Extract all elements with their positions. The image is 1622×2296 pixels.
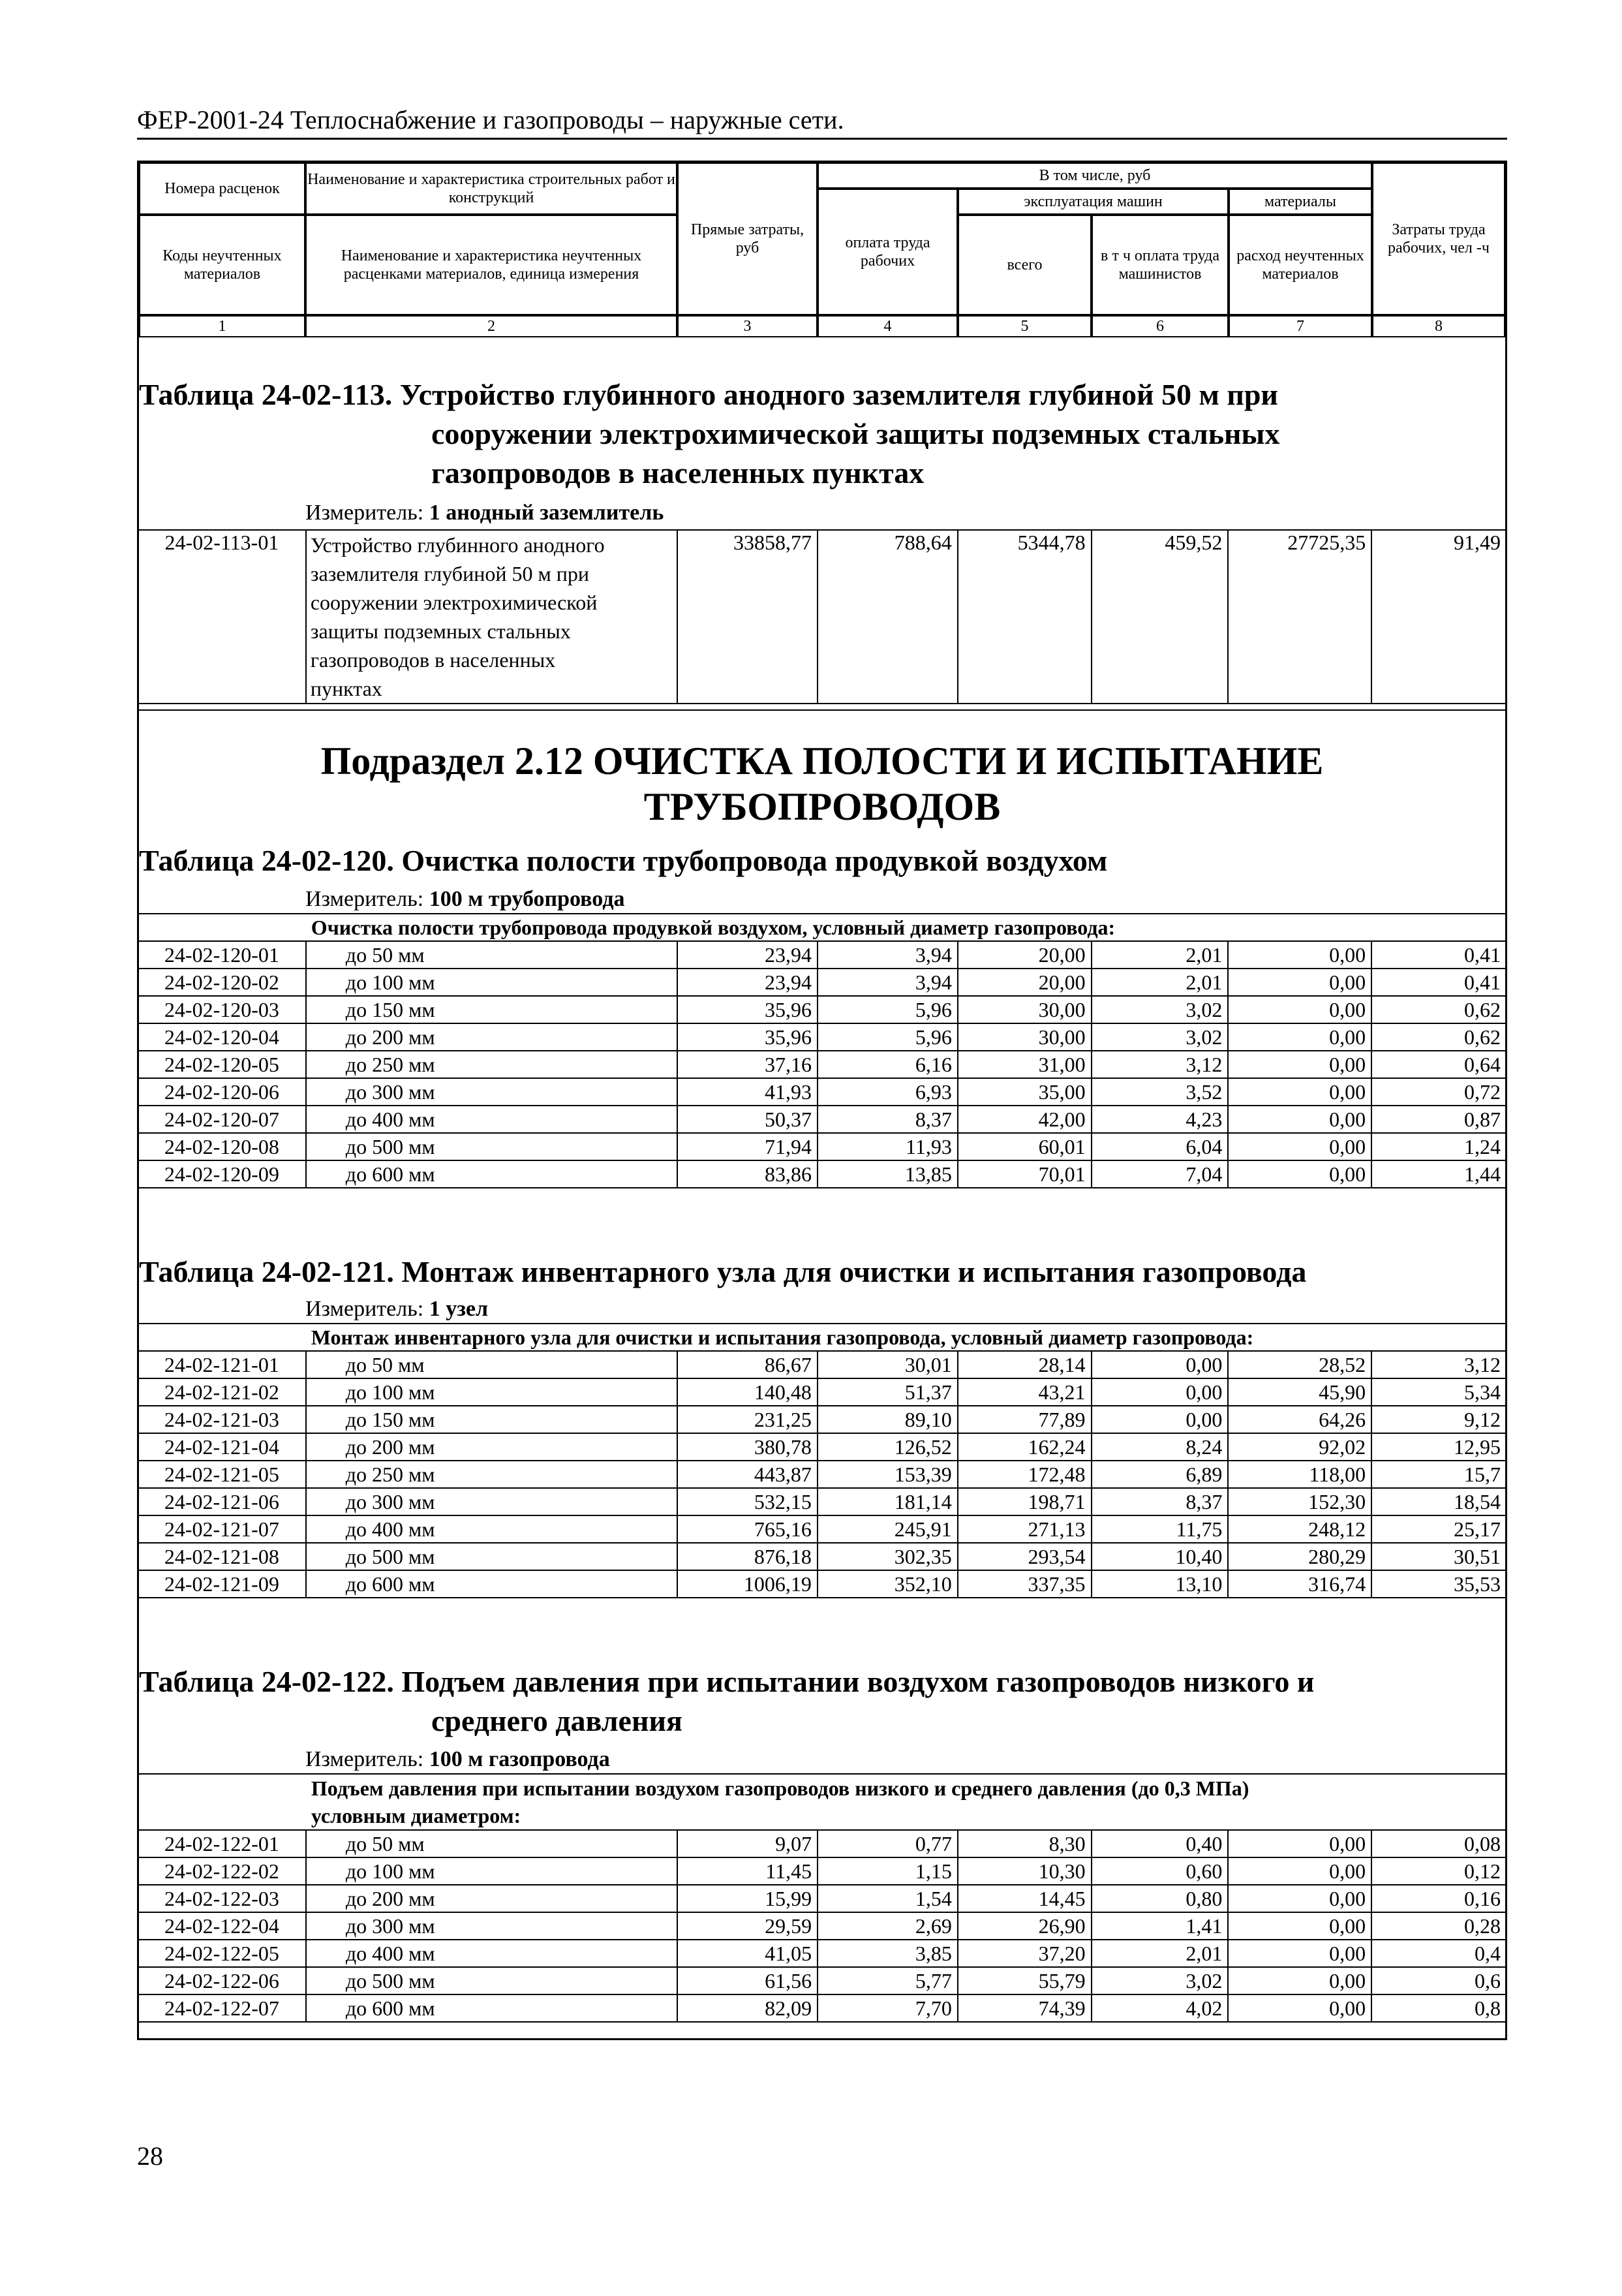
direct-costs: 35,96 xyxy=(677,1023,818,1051)
materials: 0,00 xyxy=(1228,1078,1371,1106)
labor-pay: 352,10 xyxy=(818,1570,958,1598)
table-row xyxy=(138,1078,1507,1106)
work-name: до 500 мм xyxy=(306,1967,677,1994)
direct-costs: 532,15 xyxy=(677,1488,818,1515)
table-row xyxy=(138,996,1507,1023)
work-name: до 50 мм xyxy=(306,1830,677,1857)
labor-pay: 5,77 xyxy=(818,1967,958,1994)
machines-total: 198,71 xyxy=(958,1488,1092,1515)
direct-costs: 380,78 xyxy=(677,1433,818,1461)
machines-total: 77,89 xyxy=(958,1406,1092,1433)
labor-hours: 0,16 xyxy=(1371,1885,1507,1912)
machines-total: 31,00 xyxy=(958,1051,1092,1078)
work-name: до 250 мм xyxy=(306,1461,677,1488)
work-name: до 300 мм xyxy=(306,1488,677,1515)
table-120-meter xyxy=(305,887,625,912)
rate-code: 24-02-120-08 xyxy=(138,1133,306,1160)
col-num: 2 xyxy=(305,315,677,337)
machinists-pay: 3,02 xyxy=(1092,996,1229,1023)
table-subhead-row xyxy=(138,1324,1507,1351)
materials: 0,00 xyxy=(1228,1912,1371,1940)
labor-hours: 0,4 xyxy=(1371,1940,1507,1967)
direct-costs: 765,16 xyxy=(677,1515,818,1543)
materials: 0,00 xyxy=(1228,1830,1371,1857)
table-row xyxy=(138,1885,1507,1912)
table-row xyxy=(138,1023,1507,1051)
materials: 248,12 xyxy=(1228,1515,1371,1543)
direct-costs: 23,94 xyxy=(677,941,818,969)
labor-hours: 15,7 xyxy=(1371,1461,1507,1488)
machinists-pay: 0,80 xyxy=(1092,1885,1229,1912)
table-122-title-line1: Таблица 24-02-122. Подъем давления при испытании воздухом газопроводов низкого и xyxy=(139,1665,1315,1698)
work-name: до 200 мм xyxy=(306,1023,677,1051)
machines-total: 35,00 xyxy=(958,1078,1092,1106)
labor-hours: 0,62 xyxy=(1371,1023,1507,1051)
work-name: до 300 мм xyxy=(306,1912,677,1940)
table-122 xyxy=(137,1773,1507,2023)
machinists-pay: 3,12 xyxy=(1092,1051,1229,1078)
machinists-pay: 2,01 xyxy=(1092,1940,1229,1967)
materials: 0,00 xyxy=(1228,1160,1371,1188)
incl-header: В том числе, руб xyxy=(818,163,1372,189)
materials: 316,74 xyxy=(1228,1570,1371,1598)
work-name: до 400 мм xyxy=(306,1515,677,1543)
work-name: до 500 мм xyxy=(306,1543,677,1570)
labor-pay: 51,37 xyxy=(818,1378,958,1406)
direct-costs: 443,87 xyxy=(677,1461,818,1488)
table-row xyxy=(138,1994,1507,2022)
table-122-title xyxy=(139,1662,1503,1741)
col1-top: Номера расценок xyxy=(139,163,305,215)
machinists-pay: 3,02 xyxy=(1092,1967,1229,1994)
materials: 0,00 xyxy=(1228,1051,1371,1078)
machines-total: 43,21 xyxy=(958,1378,1092,1406)
table-121-meter xyxy=(305,1297,488,1322)
materials-header: материалы xyxy=(1229,189,1372,215)
labor-hours: 18,54 xyxy=(1371,1488,1507,1515)
table-row xyxy=(138,1940,1507,1967)
machinists-pay: 4,23 xyxy=(1092,1106,1229,1133)
labor-hours: 3,12 xyxy=(1371,1351,1507,1378)
machinists-pay: 8,24 xyxy=(1092,1433,1229,1461)
rate-code: 24-02-120-09 xyxy=(138,1160,306,1188)
rate-code: 24-02-122-04 xyxy=(138,1912,306,1940)
work-name-line: сооружении электрохимической xyxy=(310,591,598,614)
labor-pay: 245,91 xyxy=(818,1515,958,1543)
labor-pay: 3,85 xyxy=(818,1940,958,1967)
direct-costs: 23,94 xyxy=(677,969,818,996)
labor-pay: 89,10 xyxy=(818,1406,958,1433)
direct-costs: 9,07 xyxy=(677,1830,818,1857)
machines-total: 42,00 xyxy=(958,1106,1092,1133)
table-113-meter xyxy=(305,501,664,525)
divider xyxy=(139,709,1505,711)
machines-total: 30,00 xyxy=(958,1023,1092,1051)
materials: 118,00 xyxy=(1228,1461,1371,1488)
materials: 0,00 xyxy=(1228,1023,1371,1051)
labor-hours: 0,87 xyxy=(1371,1106,1507,1133)
machinists-pay: 2,01 xyxy=(1092,941,1229,969)
rate-code: 24-02-120-06 xyxy=(138,1078,306,1106)
labor-pay: 2,69 xyxy=(818,1912,958,1940)
table-122-subhead-line1: Подъем давления при испытании воздухом газопроводов низкого и среднего давления (до 0,3 МПа) xyxy=(311,1776,1249,1800)
col2-bottom: Наименование и характеристика неучтенных расценками материалов, единица измерения xyxy=(305,215,677,315)
labor-hours: 12,95 xyxy=(1371,1433,1507,1461)
table-row xyxy=(138,1461,1507,1488)
machinists-pay: 6,04 xyxy=(1092,1133,1229,1160)
machines-total: 172,48 xyxy=(958,1461,1092,1488)
materials: 0,00 xyxy=(1228,1133,1371,1160)
materials: 280,29 xyxy=(1228,1543,1371,1570)
col-num: 4 xyxy=(818,315,958,337)
labor-pay: 11,93 xyxy=(818,1133,958,1160)
direct-costs: 11,45 xyxy=(677,1857,818,1885)
work-name: до 100 мм xyxy=(306,1857,677,1885)
direct-costs: 33858,77 xyxy=(677,530,818,704)
table-122-subhead-line2: условным диаметром: xyxy=(311,1804,521,1827)
machines-total: 14,45 xyxy=(958,1885,1092,1912)
machines-total: 26,90 xyxy=(958,1912,1092,1940)
rate-code: 24-02-122-06 xyxy=(138,1967,306,1994)
table-row xyxy=(138,1133,1507,1160)
rate-code: 24-02-120-05 xyxy=(138,1051,306,1078)
materials: 45,90 xyxy=(1228,1378,1371,1406)
col6-machinists: в т ч оплата труда машинистов xyxy=(1092,215,1229,315)
meter-value: 100 м газопровода xyxy=(429,1747,610,1771)
meter-value: 100 м трубопровода xyxy=(429,887,625,911)
direct-costs: 1006,19 xyxy=(677,1570,818,1598)
machinists-pay: 0,00 xyxy=(1092,1406,1229,1433)
materials: 64,26 xyxy=(1228,1406,1371,1433)
table-121 xyxy=(137,1323,1507,1598)
rate-code: 24-02-121-06 xyxy=(138,1488,306,1515)
machines-total: 337,35 xyxy=(958,1570,1092,1598)
rate-code: 24-02-121-05 xyxy=(138,1461,306,1488)
labor-pay: 126,52 xyxy=(818,1433,958,1461)
rate-code: 24-02-120-02 xyxy=(138,969,306,996)
work-name-line: Устройство глубинного анодного xyxy=(310,533,605,557)
labor-hours: 0,41 xyxy=(1371,969,1507,996)
table-row xyxy=(138,1051,1507,1078)
section-title: Подраздел 2.12 ОЧИСТКА ПОЛОСТИ И ИСПЫТАНИЕ ТРУБОПРОВОДОВ xyxy=(320,739,1324,828)
machines-total: 30,00 xyxy=(958,996,1092,1023)
rate-code: 24-02-120-01 xyxy=(138,941,306,969)
machines-total: 5344,78 xyxy=(958,530,1092,704)
table-row xyxy=(138,1433,1507,1461)
rate-code: 24-02-120-03 xyxy=(138,996,306,1023)
labor-hours: 1,24 xyxy=(1371,1133,1507,1160)
work-name xyxy=(306,530,677,704)
direct-costs: 15,99 xyxy=(677,1885,818,1912)
col1-bottom: Коды неучтенных материалов xyxy=(139,215,305,315)
labor-hours: 35,53 xyxy=(1371,1570,1507,1598)
col7-materials: расход неучтенных материалов xyxy=(1229,215,1372,315)
col-num: 1 xyxy=(139,315,305,337)
machinists-pay: 13,10 xyxy=(1092,1570,1229,1598)
labor-pay: 6,93 xyxy=(818,1078,958,1106)
table-row xyxy=(138,1543,1507,1570)
table-row xyxy=(138,1488,1507,1515)
direct-costs: 140,48 xyxy=(677,1378,818,1406)
materials: 0,00 xyxy=(1228,996,1371,1023)
table-row xyxy=(138,1160,1507,1188)
machinists-pay: 3,52 xyxy=(1092,1078,1229,1106)
work-name: до 400 мм xyxy=(306,1106,677,1133)
machinists-pay: 2,01 xyxy=(1092,969,1229,996)
rate-code: 24-02-121-07 xyxy=(138,1515,306,1543)
table-row xyxy=(138,1378,1507,1406)
col-num: 8 xyxy=(1372,315,1505,337)
machinists-pay: 0,00 xyxy=(1092,1351,1229,1378)
direct-costs: 71,94 xyxy=(677,1133,818,1160)
meter-label: Измеритель: xyxy=(305,501,424,525)
labor-hours: 0,41 xyxy=(1371,941,1507,969)
machines-total: 55,79 xyxy=(958,1967,1092,1994)
work-name: до 500 мм xyxy=(306,1133,677,1160)
direct-costs: 83,86 xyxy=(677,1160,818,1188)
direct-costs: 29,59 xyxy=(677,1912,818,1940)
machines-total: 37,20 xyxy=(958,1940,1092,1967)
machines-total: 20,00 xyxy=(958,941,1092,969)
machines-total: 70,01 xyxy=(958,1160,1092,1188)
rate-code: 24-02-121-01 xyxy=(138,1351,306,1378)
rate-code: 24-02-121-04 xyxy=(138,1433,306,1461)
labor-pay: 0,77 xyxy=(818,1830,958,1857)
direct-costs: 37,16 xyxy=(677,1051,818,1078)
materials: 0,00 xyxy=(1228,1967,1371,1994)
rate-code: 24-02-121-08 xyxy=(138,1543,306,1570)
labor-pay: 1,15 xyxy=(818,1857,958,1885)
page-number: 28 xyxy=(137,2141,163,2171)
col-num: 6 xyxy=(1092,315,1229,337)
table-row xyxy=(138,969,1507,996)
col2-top: Наименование и характеристика строительных работ и конструкций xyxy=(305,163,677,215)
materials: 0,00 xyxy=(1228,1940,1371,1967)
rate-code: 24-02-120-07 xyxy=(138,1106,306,1133)
machines-total: 28,14 xyxy=(958,1351,1092,1378)
col8-labor-hours: Затраты труда рабочих, чел -ч xyxy=(1372,163,1505,315)
machinists-pay: 6,89 xyxy=(1092,1461,1229,1488)
col-num: 3 xyxy=(677,315,818,337)
labor-pay: 1,54 xyxy=(818,1885,958,1912)
labor-pay: 6,16 xyxy=(818,1051,958,1078)
work-name: до 600 мм xyxy=(306,1160,677,1188)
machinists-pay: 11,75 xyxy=(1092,1515,1229,1543)
machinists-pay: 3,02 xyxy=(1092,1023,1229,1051)
direct-costs: 86,67 xyxy=(677,1351,818,1378)
col4-labor: оплата труда рабочих xyxy=(818,189,958,315)
meter-value: 1 узел xyxy=(429,1297,489,1321)
table-subhead-row xyxy=(138,914,1507,941)
direct-costs: 35,96 xyxy=(677,996,818,1023)
machines-total: 60,01 xyxy=(958,1133,1092,1160)
labor-hours: 0,28 xyxy=(1371,1912,1507,1940)
materials: 92,02 xyxy=(1228,1433,1371,1461)
labor-hours: 5,34 xyxy=(1371,1378,1507,1406)
work-name: до 150 мм xyxy=(306,996,677,1023)
work-name: до 400 мм xyxy=(306,1940,677,1967)
materials: 0,00 xyxy=(1228,1885,1371,1912)
table-row xyxy=(138,1912,1507,1940)
meter-label: Измеритель: xyxy=(305,1297,424,1321)
table-122-title-line2: среднего давления xyxy=(431,1704,682,1737)
table-113-title xyxy=(139,375,1503,493)
direct-costs: 876,18 xyxy=(677,1543,818,1570)
work-name: до 600 мм xyxy=(306,1994,677,2022)
labor-pay: 30,01 xyxy=(818,1351,958,1378)
work-name: до 300 мм xyxy=(306,1078,677,1106)
rate-code: 24-02-121-03 xyxy=(138,1406,306,1433)
table-122-subhead xyxy=(306,1774,1507,1830)
labor-hours: 0,62 xyxy=(1371,996,1507,1023)
materials: 0,00 xyxy=(1228,969,1371,996)
col-num: 7 xyxy=(1229,315,1372,337)
table-113 xyxy=(137,529,1507,704)
rate-code: 24-02-122-02 xyxy=(138,1857,306,1885)
table-row xyxy=(138,1967,1507,1994)
labor-pay: 788,64 xyxy=(818,530,958,704)
work-name: до 200 мм xyxy=(306,1433,677,1461)
table-row xyxy=(138,1351,1507,1378)
rate-code: 24-02-120-04 xyxy=(138,1023,306,1051)
labor-hours: 9,12 xyxy=(1371,1406,1507,1433)
work-name-line: заземлителя глубиной 50 м при xyxy=(310,562,589,585)
rate-code: 24-02-122-01 xyxy=(138,1830,306,1857)
labor-hours: 91,49 xyxy=(1371,530,1507,704)
table-122-meter xyxy=(305,1747,610,1772)
work-name: до 200 мм xyxy=(306,1885,677,1912)
machines-total: 20,00 xyxy=(958,969,1092,996)
work-name-line: пунктах xyxy=(310,677,382,700)
direct-costs: 231,25 xyxy=(677,1406,818,1433)
labor-pay: 3,94 xyxy=(818,969,958,996)
machines-total: 8,30 xyxy=(958,1830,1092,1857)
labor-pay: 181,14 xyxy=(818,1488,958,1515)
machinists-pay: 1,41 xyxy=(1092,1912,1229,1940)
machines-total: 162,24 xyxy=(958,1433,1092,1461)
work-name: до 50 мм xyxy=(306,1351,677,1378)
labor-pay: 8,37 xyxy=(818,1106,958,1133)
table-row xyxy=(138,1106,1507,1133)
machines-total: 271,13 xyxy=(958,1515,1092,1543)
labor-hours: 0,08 xyxy=(1371,1830,1507,1857)
machines-total: 293,54 xyxy=(958,1543,1092,1570)
direct-costs: 61,56 xyxy=(677,1967,818,1994)
labor-hours: 30,51 xyxy=(1371,1543,1507,1570)
machinists-pay: 0,40 xyxy=(1092,1830,1229,1857)
page-header: ФЕР-2001-24 Теплоснабжение и газопроводы – наружные сети. xyxy=(137,104,1507,140)
table-113-title-line2: сооружении электрохимической защиты подземных стальных xyxy=(431,417,1280,450)
labor-pay: 153,39 xyxy=(818,1461,958,1488)
table-row xyxy=(138,530,1507,704)
table-120-title: Таблица 24-02-120. Очистка полости трубопровода продувкой воздухом xyxy=(139,844,1108,877)
materials: 0,00 xyxy=(1228,1106,1371,1133)
work-name: до 100 мм xyxy=(306,1378,677,1406)
table-121-title: Таблица 24-02-121. Монтаж инвентарного узла для очистки и испытания газопровода xyxy=(139,1255,1307,1288)
table-row xyxy=(138,1857,1507,1885)
work-name: до 150 мм xyxy=(306,1406,677,1433)
labor-hours: 0,64 xyxy=(1371,1051,1507,1078)
machines-header: эксплуатация машин xyxy=(958,189,1229,215)
labor-hours: 0,8 xyxy=(1371,1994,1507,2022)
machinists-pay: 7,04 xyxy=(1092,1160,1229,1188)
direct-costs: 50,37 xyxy=(677,1106,818,1133)
machinists-pay: 10,40 xyxy=(1092,1543,1229,1570)
labor-hours: 25,17 xyxy=(1371,1515,1507,1543)
meter-value: 1 анодный заземлитель xyxy=(429,501,664,525)
rate-code: 24-02-122-03 xyxy=(138,1885,306,1912)
machines-total: 74,39 xyxy=(958,1994,1092,2022)
work-name: до 600 мм xyxy=(306,1570,677,1598)
table-121-subhead: Монтаж инвентарного узла для очистки и испытания газопровода, условный диаметр газопровода: xyxy=(306,1324,1507,1351)
machinists-pay: 8,37 xyxy=(1092,1488,1229,1515)
materials: 27725,35 xyxy=(1228,530,1371,704)
labor-hours: 0,6 xyxy=(1371,1967,1507,1994)
direct-costs: 41,05 xyxy=(677,1940,818,1967)
col-num: 5 xyxy=(958,315,1092,337)
table-row xyxy=(138,1406,1507,1433)
work-name-line: защиты подземных стальных xyxy=(310,619,571,643)
work-name: до 50 мм xyxy=(306,941,677,969)
labor-pay: 7,70 xyxy=(818,1994,958,2022)
table-row xyxy=(138,1515,1507,1543)
labor-hours: 0,12 xyxy=(1371,1857,1507,1885)
materials: 28,52 xyxy=(1228,1351,1371,1378)
table-row xyxy=(138,1830,1507,1857)
labor-pay: 5,96 xyxy=(818,996,958,1023)
table-row xyxy=(138,941,1507,969)
work-name: до 250 мм xyxy=(306,1051,677,1078)
direct-costs: 41,93 xyxy=(677,1078,818,1106)
table-subhead-row xyxy=(138,1774,1507,1830)
materials: 0,00 xyxy=(1228,941,1371,969)
table-120 xyxy=(137,913,1507,1188)
machinists-pay: 459,52 xyxy=(1092,530,1229,704)
col5-total: всего xyxy=(958,215,1092,315)
rate-code: 24-02-121-02 xyxy=(138,1378,306,1406)
materials: 0,00 xyxy=(1228,1994,1371,2022)
materials: 152,30 xyxy=(1228,1488,1371,1515)
labor-hours: 1,44 xyxy=(1371,1160,1507,1188)
table-120-subhead: Очистка полости трубопровода продувкой воздухом, условный диаметр газопровода: xyxy=(306,914,1507,941)
labor-pay: 302,35 xyxy=(818,1543,958,1570)
labor-hours: 0,72 xyxy=(1371,1078,1507,1106)
direct-costs: 82,09 xyxy=(677,1994,818,2022)
table-113-title-line1: Таблица 24-02-113. Устройство глубинного анодного заземлителя глубиной 50 м при xyxy=(139,378,1278,411)
machines-total: 10,30 xyxy=(958,1857,1092,1885)
rate-code: 24-02-113-01 xyxy=(138,530,306,704)
meter-label: Измеритель: xyxy=(305,887,424,911)
rate-code: 24-02-121-09 xyxy=(138,1570,306,1598)
col3-direct-costs: Прямые затраты, руб xyxy=(677,163,818,315)
work-name: до 100 мм xyxy=(306,969,677,996)
labor-pay: 13,85 xyxy=(818,1160,958,1188)
rate-code: 24-02-122-05 xyxy=(138,1940,306,1967)
labor-pay: 3,94 xyxy=(818,941,958,969)
machinists-pay: 0,00 xyxy=(1092,1378,1229,1406)
machinists-pay: 0,60 xyxy=(1092,1857,1229,1885)
work-name-line: газопроводов в населенных xyxy=(310,648,556,672)
table-row xyxy=(138,1570,1507,1598)
meter-label: Измеритель: xyxy=(305,1747,424,1771)
materials: 0,00 xyxy=(1228,1857,1371,1885)
table-113-title-line3: газопроводов в населенных пунктах xyxy=(431,456,925,489)
labor-pay: 5,96 xyxy=(818,1023,958,1051)
price-frame xyxy=(137,161,1507,2040)
rate-code: 24-02-122-07 xyxy=(138,1994,306,2022)
machinists-pay: 4,02 xyxy=(1092,1994,1229,2022)
